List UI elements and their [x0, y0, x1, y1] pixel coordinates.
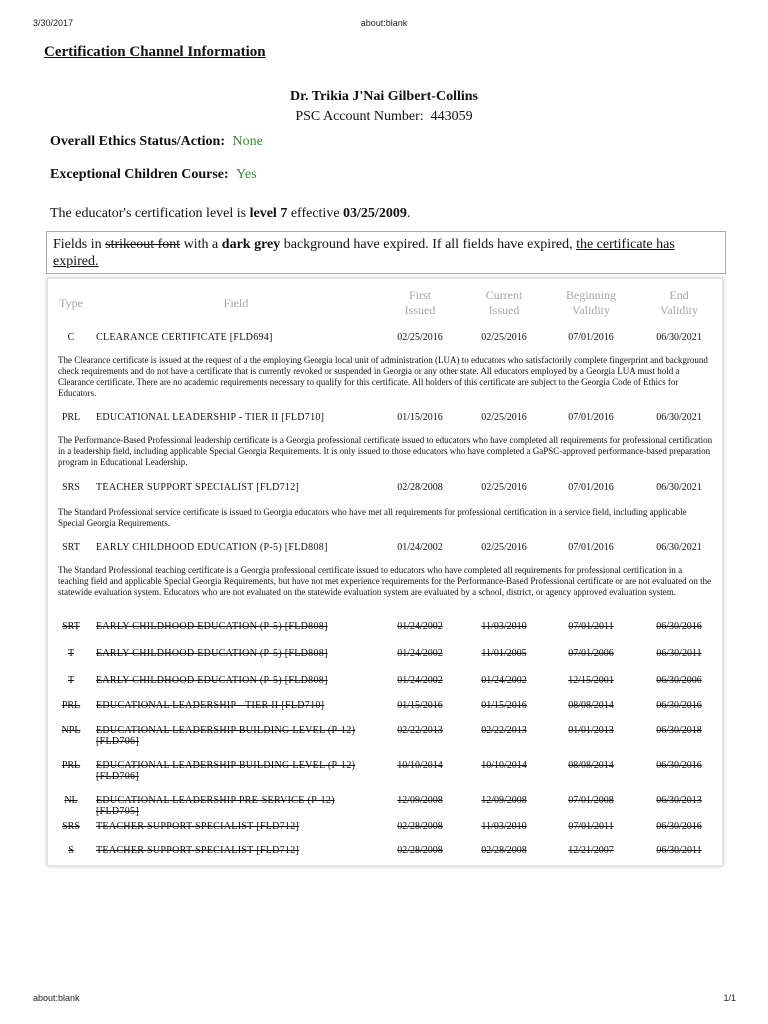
cell-first-issued: 02/22/2013	[397, 725, 443, 736]
cell-current-issued: 02/28/2008	[481, 845, 527, 856]
cell-field: TEACHER SUPPORT SPECIALIST [FLD712]	[96, 845, 300, 856]
cell-first-issued: 01/15/2016	[397, 412, 443, 423]
cell-beginning-validity: 12/21/2007	[568, 845, 614, 856]
cell-first-issued: 02/28/2008	[397, 482, 443, 493]
cell-current-issued: 02/25/2016	[481, 542, 527, 553]
cell-field: EARLY CHILDHOOD EDUCATION (P-5) [FLD808]	[96, 621, 328, 632]
cell-beginning-validity: 07/01/2016	[568, 412, 614, 423]
cell-beginning-validity: 07/01/2011	[568, 621, 614, 632]
account-number: 443059	[430, 109, 473, 124]
cell-first-issued: 12/09/2008	[397, 795, 443, 806]
cell-field: EARLY CHILDHOOD EDUCATION (P-5) [FLD808]	[96, 675, 328, 686]
ec-course-value: Yes	[236, 167, 257, 182]
cell-type: T	[67, 675, 75, 686]
cell-beginning-validity: 07/01/2006	[568, 648, 614, 659]
cell-first-issued: 02/28/2008	[397, 821, 443, 832]
print-url: about:blank	[33, 993, 80, 1003]
header-end-line1: End	[669, 288, 689, 302]
cell-type: T	[67, 648, 75, 659]
cell-first-issued: 01/24/2002	[397, 621, 443, 632]
cell-type: S	[68, 845, 74, 856]
certificates-table	[47, 278, 723, 866]
cell-type: SRS	[62, 821, 80, 832]
account-line	[0, 109, 768, 125]
cell-type: SRS	[62, 482, 80, 493]
cell-current-issued: 11/03/2010	[481, 621, 527, 632]
cert-level-prefix: The educator's certification level is	[50, 206, 250, 221]
header-current-line1: Current	[485, 288, 523, 302]
cell-end-validity: 06/30/2016	[656, 760, 702, 771]
certificate-description: The Clearance certificate is issued at the request of a the employing Georgia local unit of administration (LUA) to educators who satisfactorily complete fingerprint and background check requirements and do not have a certificate that is currently revoked or suspended in Georgia or any other state. All educators employed by a Georgia LUA must hold a Clearance certificate. There are no academic requirements necessary to qualify for this certificate. All holders of this certificate are subject to the Georgia Code of Ethics for Educators.	[58, 355, 708, 398]
header-end-line2: Validity	[660, 303, 698, 317]
cell-first-issued: 02/25/2016	[397, 332, 443, 343]
cell-field: EDUCATIONAL LEADERSHIP - TIER II [FLD710]	[96, 412, 325, 423]
cell-beginning-validity: 12/15/2001	[568, 675, 614, 686]
cell-end-validity: 06/30/2021	[656, 412, 702, 423]
cert-level-value: level 7	[249, 206, 288, 221]
cell-first-issued: 01/15/2016	[397, 700, 443, 711]
header-beginning-validity	[546, 288, 636, 318]
ec-course-label: Exceptional Children Course:	[50, 167, 229, 182]
cell-field: EDUCATIONAL LEADERSHIP BUILDING LEVEL (P-12) [FLD706]	[96, 725, 356, 747]
print-title: about:blank	[360, 18, 408, 28]
cell-first-issued: 01/24/2002	[397, 675, 443, 686]
header-begin-line2: Validity	[572, 303, 610, 317]
cell-beginning-validity: 07/01/2016	[568, 332, 614, 343]
cell-current-issued: 02/22/2013	[481, 725, 527, 736]
ethics-status	[50, 134, 263, 150]
cell-beginning-validity: 07/01/2016	[568, 482, 614, 493]
cell-end-validity: 06/30/2016	[656, 821, 702, 832]
page-title: Certification Channel Information	[44, 44, 266, 60]
cell-field: TEACHER SUPPORT SPECIALIST [FLD712]	[96, 821, 300, 832]
header-current-line2: Issued	[488, 303, 520, 317]
cell-type: PRL	[61, 760, 81, 771]
account-label: PSC Account Number:	[295, 109, 424, 124]
cell-field: TEACHER SUPPORT SPECIALIST [FLD712]	[96, 482, 300, 493]
notice-bold-text: dark grey	[221, 237, 281, 252]
cert-level-date: 03/25/2009	[343, 206, 407, 221]
cell-beginning-validity: 07/01/2008	[568, 795, 614, 806]
cell-field: EDUCATIONAL LEADERSHIP BUILDING LEVEL (P-12) [FLD706]	[96, 760, 356, 782]
cell-field: CLEARANCE CERTIFICATE [FLD694]	[96, 332, 273, 343]
cell-current-issued: 11/03/2010	[481, 821, 527, 832]
cell-end-validity: 06/30/2018	[656, 725, 702, 736]
cell-type: PRL	[61, 700, 81, 711]
cell-end-validity: 06/30/2021	[656, 542, 702, 553]
cell-beginning-validity: 07/01/2016	[568, 542, 614, 553]
cert-level-suffix: .	[406, 206, 411, 221]
cell-first-issued: 10/10/2014	[397, 760, 443, 771]
educator-name: Dr. Trikia J'Nai Gilbert-Collins	[290, 89, 478, 104]
expired-notice	[46, 231, 726, 274]
cell-current-issued: 01/15/2016	[481, 700, 527, 711]
cell-current-issued: 02/25/2016	[481, 332, 527, 343]
cell-current-issued: 02/25/2016	[481, 412, 527, 423]
header-field: Field	[223, 296, 249, 310]
print-date: 3/30/2017	[33, 18, 74, 28]
cell-field: EARLY CHILDHOOD EDUCATION (P-5) [FLD808]	[96, 542, 328, 553]
cell-end-validity: 06/30/2011	[656, 648, 702, 659]
certificate-description: The Standard Professional teaching certificate is a Georgia professional certificate issued to educators who have completed all requirements for professional certification in a teaching field and applicable Special Georgia Requirements, but have not met experience requirements for the Performance-Based Professional certificate or are not evaluated on the statewide evaluation system. Educators who are not evaluated on the statewide evaluation system are evaluated by a school, district, or agency approved evaluation system.	[58, 565, 712, 597]
cell-field: EARLY CHILDHOOD EDUCATION (P-5) [FLD808]	[96, 648, 328, 659]
cell-type: SRT	[62, 621, 80, 632]
exceptional-children-course	[50, 167, 257, 183]
cell-beginning-validity: 08/08/2014	[568, 760, 614, 771]
cell-end-validity: 06/30/2013	[656, 795, 702, 806]
certification-level	[50, 206, 410, 222]
cell-end-validity: 06/30/2016	[656, 700, 702, 711]
notice-text-1: Fields in	[53, 237, 106, 252]
notice-text-3: background have expired. If all fields have expired,	[280, 237, 577, 252]
ethics-value: None	[232, 134, 263, 149]
ethics-label: Overall Ethics Status/Action:	[50, 134, 225, 149]
cell-end-validity: 06/30/2021	[656, 482, 702, 493]
notice-strike-text: strikeout font	[105, 237, 181, 252]
cell-current-issued: 10/10/2014	[481, 760, 527, 771]
cell-first-issued: 01/24/2002	[397, 648, 443, 659]
header-first-issued	[378, 288, 462, 318]
cell-type: SRT	[62, 542, 80, 553]
certificate-description: The Standard Professional service certificate is issued to Georgia educators who have met all requirements for professional certification in a service field, including applicable Special Georgia Requirements.	[58, 507, 687, 528]
header-type: Type	[59, 296, 83, 310]
cell-field: EDUCATIONAL LEADERSHIP PRE-SERVICE (P-12) [FLD705]	[96, 795, 335, 817]
cell-end-validity: 06/30/2021	[656, 332, 702, 343]
header-begin-line1: Beginning	[566, 288, 616, 302]
cell-field: EDUCATIONAL LEADERSHIP - TIER II [FLD710]	[96, 700, 325, 711]
cell-type: C	[67, 332, 75, 343]
cell-end-validity: 06/30/2006	[656, 675, 702, 686]
header-first-line2: Issued	[404, 303, 436, 317]
cell-first-issued: 01/24/2002	[397, 542, 443, 553]
cert-level-middle: effective	[287, 206, 344, 221]
cell-end-validity: 06/30/2016	[656, 621, 702, 632]
certificate-description: The Performance-Based Professional leadership certificate is a Georgia professional certificate issued to educators who have completed all requirements for professional certification in a leadership field, including applicable Special Georgia Requirements. It is only issued to those educators who have completed a GaPSC-approved performance-based preparation program in Educational Leadership.	[58, 435, 713, 467]
cell-type: NPL	[61, 725, 81, 736]
header-current-issued	[462, 288, 546, 318]
cell-current-issued: 02/25/2016	[481, 482, 527, 493]
cell-current-issued: 01/24/2002	[481, 675, 527, 686]
notice-underline-text: the certificate has expired.	[53, 237, 675, 269]
cell-first-issued: 02/28/2008	[397, 845, 443, 856]
cell-type: NL	[64, 795, 78, 806]
cell-type: PRL	[61, 412, 81, 423]
notice-text-2: with a	[180, 237, 222, 252]
print-page-number: 1/1	[723, 993, 736, 1003]
header-first-line1: First	[408, 288, 431, 302]
cell-beginning-validity: 01/01/2013	[568, 725, 614, 736]
cell-end-validity: 06/30/2011	[656, 845, 702, 856]
cell-current-issued: 12/09/2008	[481, 795, 527, 806]
cell-current-issued: 11/01/2005	[481, 648, 527, 659]
cell-beginning-validity: 08/08/2014	[568, 700, 614, 711]
cell-beginning-validity: 07/01/2011	[568, 821, 614, 832]
header-end-validity	[636, 288, 722, 318]
